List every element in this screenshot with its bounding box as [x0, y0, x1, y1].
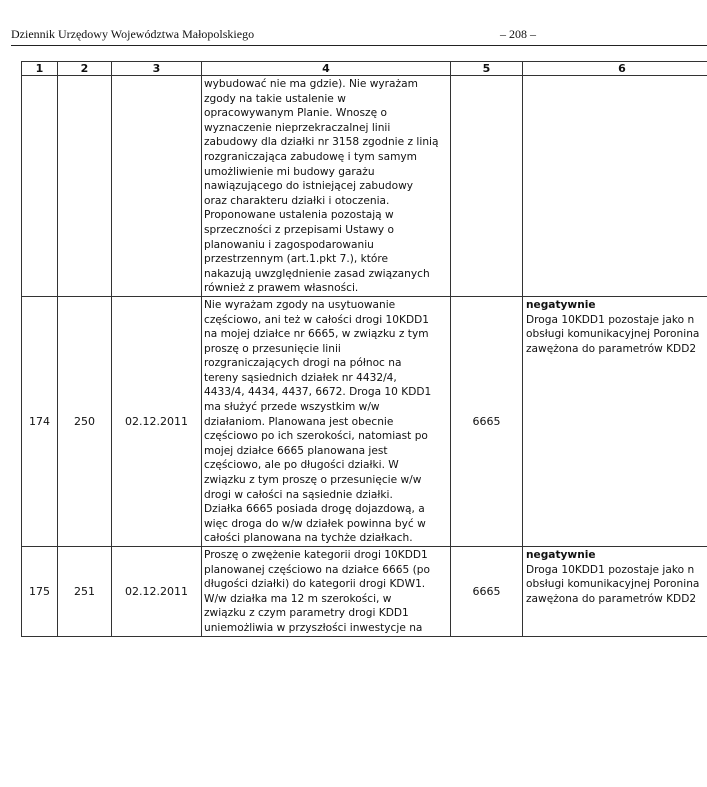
comment-line: W/w działka ma 12 m szerokości, w — [204, 592, 392, 605]
comment-line: zabudowy dla działki nr 3158 zgodnie z linią — [204, 136, 439, 149]
comment-line: częściowo, ale po długości działki. W — [204, 459, 399, 472]
table-row — [22, 547, 707, 637]
resolution-line: zawężona do parametrów KDD2 — [526, 342, 697, 355]
row-number-cell: 250 — [58, 296, 112, 546]
resolution-verdict: negatywnie — [526, 549, 596, 561]
table-row — [22, 76, 707, 297]
comment-line: Nie wyrażam zgody na usytuowanie — [204, 298, 396, 311]
column-header: 1 — [22, 62, 58, 76]
resolution-verdict: negatywnie — [526, 298, 596, 311]
page-number: – 208 – — [500, 27, 536, 41]
comment-line: planowaniu i zagospodarowaniu — [204, 238, 374, 251]
column-header: 3 — [112, 62, 202, 76]
column-header: 4 — [202, 62, 451, 76]
comment-text-cell — [202, 547, 451, 637]
comment-line: wyznaczenie nieprzekraczalnej linii — [204, 121, 391, 134]
comment-line: długości działki) do kategorii drogi KDW1. — [204, 578, 426, 591]
comment-line: całości planowana na tychże działkach. — [204, 532, 413, 545]
comment-line: częściowo, ani też w całości drogi 10KDD1 — [204, 313, 430, 326]
column-header: 5 — [451, 62, 523, 76]
journal-title: Dziennik Urzędowy Województwa Małopolskiego — [11, 27, 255, 41]
comment-line: mojej działce 6665 planowana jest — [204, 444, 388, 457]
row-date-cell: 02.12.2011 — [112, 547, 202, 637]
comment-line: rozgraniczająca zabudowę i tym samym — [204, 150, 417, 163]
resolution-cell — [523, 76, 707, 297]
comment-text-cell — [202, 296, 451, 546]
parcel-number-cell: 6665 — [451, 296, 523, 546]
parcel-number-cell — [451, 76, 523, 297]
column-header: 2 — [58, 62, 112, 76]
comment-line: umożliwienie mi budowy garażu — [204, 165, 375, 178]
comment-line: 4433/4, 4434, 4437, 6672. Droga 10 KDD1 — [204, 386, 432, 399]
comment-line: związku z czym parametry drogi KDD1 — [204, 607, 409, 620]
row-date-cell: 02.12.2011 — [112, 296, 202, 546]
row-lp-cell: 175 — [22, 547, 58, 637]
comment-line: wybudować nie ma gdzie). Nie wyrażam — [204, 78, 418, 90]
table-header-row — [22, 62, 707, 76]
resolution-line: Droga 10KDD1 pozostaje jako n — [526, 313, 695, 326]
resolution-line: obsługi komunikacyjnej Poronina — [526, 578, 700, 591]
comment-line: nawiązującego do istniejącej zabudowy — [204, 180, 414, 193]
comments-table — [21, 61, 707, 637]
comment-text-cell — [202, 76, 451, 297]
comment-line: drogi w całości na sąsiednie działki. — [204, 488, 393, 501]
row-lp-cell — [22, 76, 58, 297]
comment-line: Proszę o zwężenie kategorii drogi 10KDD1 — [204, 549, 428, 561]
comment-line: uniemożliwia w przyszłości inwestycje na — [204, 621, 423, 634]
comment-line: sprzeczności z przepisami Ustawy o — [204, 223, 395, 236]
comment-line: proszę o przesunięcie linii — [204, 342, 341, 355]
comment-line: więc droga do w/w działek powinna być w — [204, 517, 426, 530]
resolution-line: obsługi komunikacyjnej Poronina — [526, 328, 700, 341]
comment-line: Działka 6665 posiada drogę dojazdową, a — [204, 503, 425, 516]
comment-line: związku z tym proszę o przesunięcie w/w — [204, 474, 422, 487]
resolution-line: zawężona do parametrów KDD2 — [526, 592, 697, 605]
page-header — [11, 25, 707, 45]
comment-line: planowanej częściowo na działce 6665 (po — [204, 563, 430, 576]
comment-line: nakazują uwzględnienie zasad związanych — [204, 267, 430, 280]
comment-line: częściowo po ich szerokości, natomiast po — [204, 430, 428, 443]
comment-line: na mojej działce nr 6665, w związku z tym — [204, 328, 429, 341]
comment-line: ma służyć przede wszystkim w/w — [204, 401, 380, 414]
comment-line: tereny sąsiednich działek nr 4432/4, — [204, 371, 397, 384]
comment-line: Proponowane ustalenia pozostają w — [204, 209, 394, 222]
comment-line: przestrzennym (art.1.pkt 7.), które — [204, 253, 389, 266]
comment-line: działaniom. Planowana jest obecnie — [204, 415, 394, 428]
comment-line: zgody na takie ustalenie w — [204, 92, 346, 105]
comment-line: oraz charakteru działki i otoczenia. — [204, 194, 390, 207]
parcel-number-cell: 6665 — [451, 547, 523, 637]
comment-line: również z prawem własności. — [204, 282, 359, 295]
column-header: 6 — [523, 62, 707, 76]
table-row — [22, 296, 707, 546]
row-lp-cell: 174 — [22, 296, 58, 546]
header-rule — [11, 45, 707, 46]
row-number-cell: 251 — [58, 547, 112, 637]
row-number-cell — [58, 76, 112, 297]
resolution-cell — [523, 547, 707, 637]
row-date-cell — [112, 76, 202, 297]
comment-line: opracowywanym Planie. Wnoszę o — [204, 107, 387, 120]
comment-line: rozgraniczających drogi na północ na — [204, 357, 402, 370]
resolution-cell — [523, 296, 707, 546]
resolution-line: Droga 10KDD1 pozostaje jako n — [526, 563, 695, 576]
